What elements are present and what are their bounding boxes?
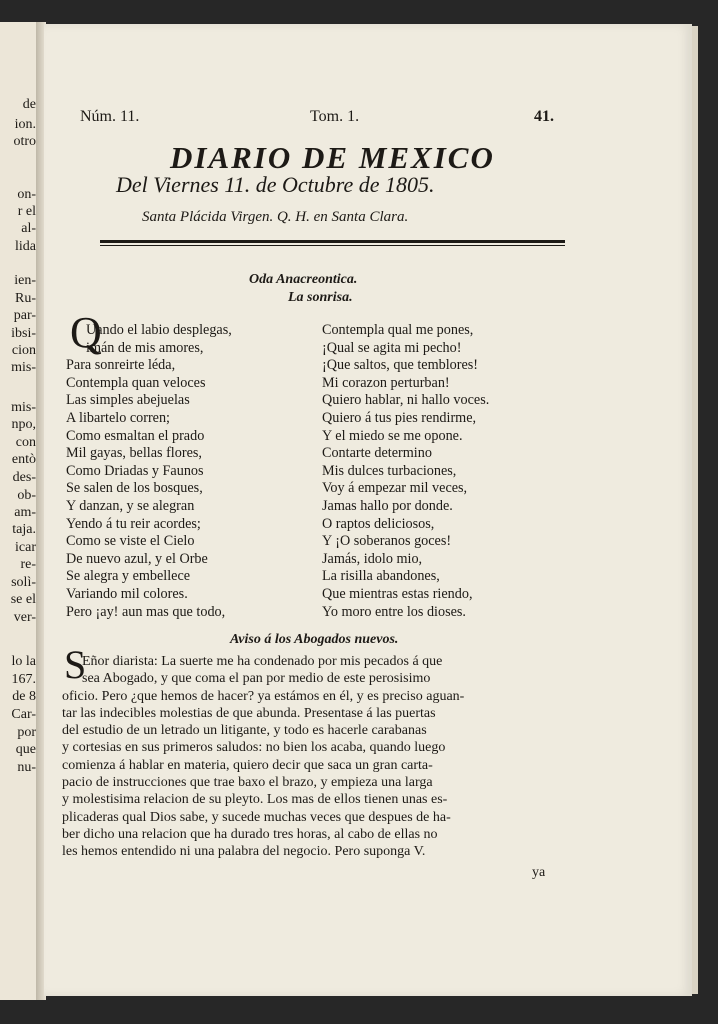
poem-subheading: La sonrisa. — [288, 290, 353, 305]
poem-line: O raptos deliciosos, — [322, 515, 435, 532]
facing-page-fragment: Car- — [11, 707, 36, 722]
facing-page-fragment: Ru- — [15, 291, 36, 306]
masthead-title: DIARIO DE MEXICO — [170, 140, 495, 175]
poem-line: Como Driadas y Faunos — [66, 462, 204, 479]
facing-page-fragment: otro — [13, 134, 36, 149]
facing-page-fragment: nu- — [17, 760, 36, 775]
facing-page-fragment: icar — [15, 540, 36, 555]
poem-left-column — [66, 322, 232, 621]
facing-page-fragment: par- — [13, 308, 36, 323]
poem-line: Contempla quan veloces — [66, 374, 206, 391]
facing-page-fragment: se el — [10, 592, 36, 607]
poem-line: Como esmaltan el prado — [66, 427, 205, 444]
facing-page-fragment: cion — [11, 343, 36, 358]
facing-page-fragment: des- — [12, 470, 36, 485]
poem-line: Jamás, idolo mio, — [322, 550, 423, 567]
header-rule — [100, 240, 565, 243]
poem-line: Mis dulces turbaciones, — [322, 462, 457, 479]
poem-line: Mi corazon perturban! — [322, 374, 450, 391]
poem-line: La risilla abandones, — [322, 568, 440, 585]
facing-page-fragment: ibsi- — [11, 326, 36, 341]
poem-line: Y el miedo se me opone. — [322, 427, 463, 444]
poem-line: Jamas hallo por donde. — [322, 497, 453, 514]
facing-page-fragment: ver- — [13, 610, 36, 625]
poem-line: Voy á empezar mil veces, — [322, 480, 468, 497]
poem-line: Yendo á tu reir acordes; — [66, 515, 201, 532]
poem-line: Quiero hablar, ni hallo voces. — [322, 392, 490, 409]
notice-heading: Aviso á los Abogados nuevos. — [230, 632, 399, 647]
notice-line: comienza á hablar en materia, quiero decir que saca un gran carta- — [62, 757, 433, 773]
notice-line: ber dicho una relacion que ha durado tres horas, al cabo de ellas no — [62, 826, 438, 842]
issue-date: Del Viernes 11. de Octubre de 1805. — [116, 172, 435, 197]
tome-number: Tom. 1. — [310, 108, 360, 125]
facing-page-fragment: lida — [15, 239, 36, 254]
poem-line: ¡Que saltos, que temblores! — [322, 357, 479, 374]
page-edge — [692, 26, 698, 994]
saint-of-day: Santa Plácida Virgen. Q. H. en Santa Clara. — [142, 209, 409, 225]
facing-page-fragment: re- — [20, 557, 36, 572]
facing-page-fragment: solì- — [11, 575, 36, 590]
facing-page-fragment: entò — [11, 452, 36, 467]
catchword: ya — [532, 865, 546, 880]
poem-line: imán de mis amores, — [86, 339, 204, 356]
facing-page-fragment: ion. — [14, 117, 36, 132]
poem-line: Se salen de los bosques, — [66, 480, 203, 497]
poem-line: A libartelo corren; — [66, 409, 171, 426]
poem-line: Contempla qual me pones, — [322, 322, 474, 338]
facing-page-fragment: 167. — [11, 672, 36, 687]
notice-body — [62, 653, 558, 861]
facing-page-fragment: de 8 — [12, 689, 36, 704]
poem-line: Que mientras estas riendo, — [322, 585, 473, 602]
poem-line: Yo moro entre los dioses. — [322, 603, 466, 620]
poem-line: De nuevo azul, y el Orbe — [66, 550, 208, 567]
facing-page-fragment: al- — [21, 221, 36, 236]
issue-number: Núm. 11. — [80, 108, 140, 125]
poem-line: Las simples abejuelas — [66, 392, 190, 409]
poem-line: Variando mil colores. — [66, 585, 188, 602]
facing-page-fragment: lo la — [11, 654, 36, 669]
facing-page-fragment: taja. — [12, 522, 36, 537]
poem-line: Se alegra y embellece — [66, 568, 191, 585]
poem-line: Contarte determino — [322, 445, 432, 462]
notice-line: plicaderas qual Dios sabe, y sucede muchas veces que despues de ha- — [62, 809, 451, 825]
facing-page-fragment: mis- — [11, 360, 36, 375]
poem-line: Y danzan, y se alegran — [66, 497, 195, 514]
poem-heading: Oda Anacreontica. — [249, 272, 358, 287]
notice-line: y molestisima relacion de su pleyto. Los mas de ellos tienen unas es- — [62, 792, 448, 808]
notice-line: tar las indecibles molestias de que abunda. Presentase á las puertas — [62, 705, 436, 721]
facing-page-fragment: con — [15, 435, 36, 450]
notice-line: Eñor diarista: La suerte me ha condenado por mis pecados á que — [82, 654, 443, 669]
poem-line: Para sonreirte léda, — [66, 357, 176, 374]
poem-drop-cap: Q — [70, 308, 102, 357]
facing-page-fragment: npo, — [11, 417, 36, 432]
facing-page-fragment: de — [22, 97, 36, 112]
notice-line: sea Abogado, y que coma el pan por medio de este perosisimo — [82, 671, 431, 687]
poem-line: Quiero á tus pies rendirme, — [322, 409, 477, 426]
notice-line: y cortesias en sus primeros saludos: no bien los acaba, quando luego — [62, 740, 446, 756]
facing-page-fragment: on- — [17, 187, 36, 202]
poem-right-column — [322, 322, 489, 621]
poem-line: Como se viste el Cielo — [66, 533, 195, 550]
facing-page-fragment: mis- — [11, 400, 36, 415]
facing-page-fragment: ien- — [14, 273, 36, 288]
notice-line: oficio. Pero ¿que hemos de hacer? ya estámos en él, y es preciso aguan- — [62, 688, 465, 704]
poem-line: Pero ¡ay! aun mas que todo, — [66, 603, 226, 620]
notice-line: del estudio de un letrado un litigante, y todo es hacerle carabanas — [62, 723, 427, 739]
facing-page-fragment: am- — [14, 505, 36, 520]
notice-drop-cap: S — [64, 642, 87, 687]
notice-line: pacio de instrucciones que trae baxo el brazo, y empieza una larga — [62, 775, 433, 791]
notice-line: les hemos entendido ni una palabra del negocio. Pero suponga V. — [62, 844, 426, 860]
facing-page-fragment: r el — [17, 204, 36, 219]
facing-page-fragment: ob- — [17, 488, 36, 503]
poem-line: ¡Qual se agita mi pecho! — [322, 339, 462, 356]
poem-line: Mil gayas, bellas flores, — [66, 445, 202, 462]
facing-page-fragment: por — [17, 725, 36, 740]
page-number: 41. — [534, 108, 554, 125]
poem-line: Y ¡O soberanos goces! — [322, 533, 452, 550]
header-rule-thin — [100, 245, 565, 246]
poem-line: Uando el labio desplegas, — [86, 322, 232, 338]
facing-page-fragment: que — [15, 742, 36, 757]
